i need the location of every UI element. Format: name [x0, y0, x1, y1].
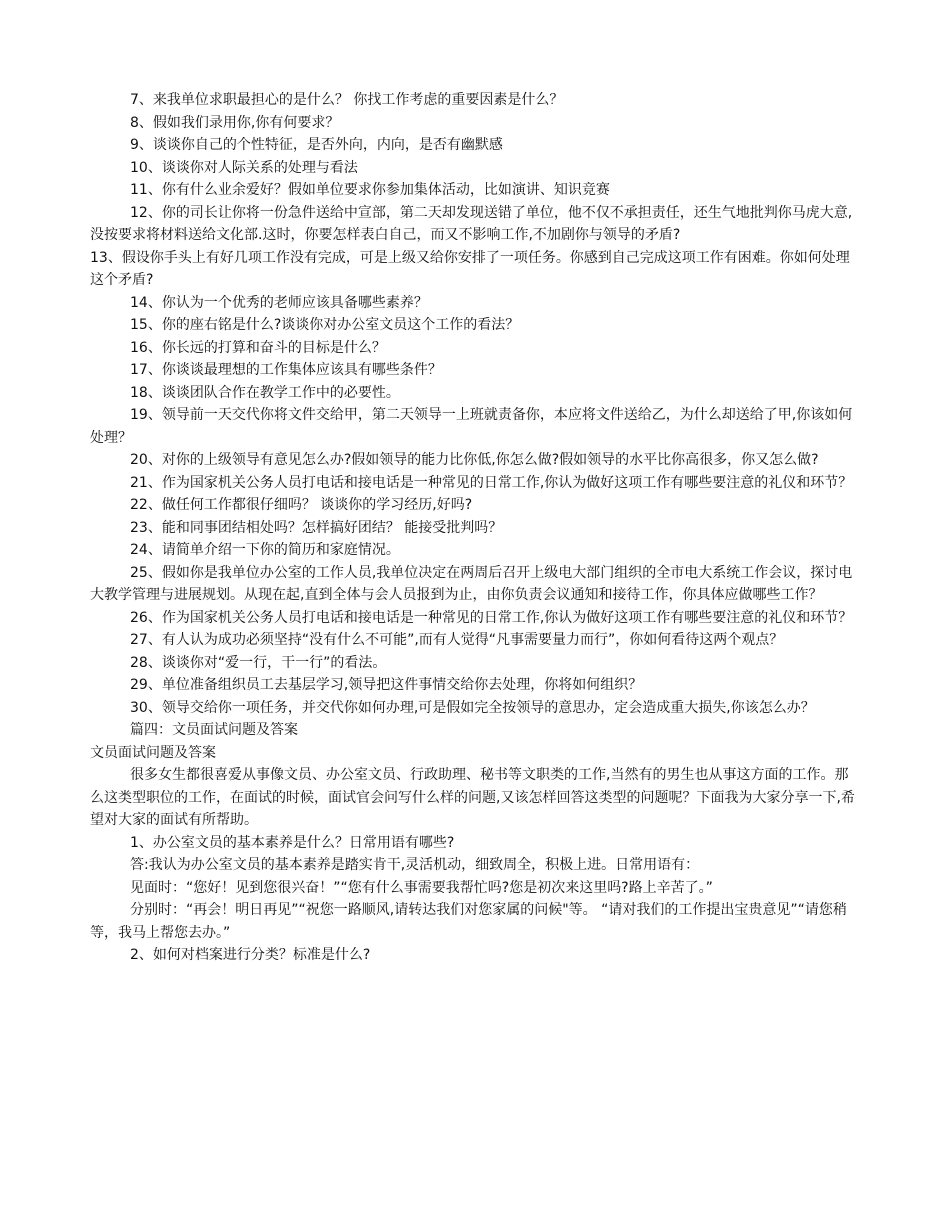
paragraph: 19、领导前一天交代你将文件交给甲，第二天领导一上班就责备你，本应将文件送给乙，为什么却送给了甲,你该如何处理？: [90, 407, 853, 446]
paragraph: 13、假设你手头上有好几项工作没有完成，可是上级又给你安排了一项任务。你感到自己完成这项工作有困难。你如何处理这个矛盾?: [90, 249, 850, 288]
paragraph: 26、作为国家机关公务人员打电话和接电话是一种常见的日常工作,你认为做好这项工作有哪些要注意的礼仪和环节？: [130, 609, 853, 626]
paragraph: 10、谈谈你对人际关系的处理与看法: [130, 159, 358, 176]
paragraph: 篇四：文员面试问题及答案: [130, 722, 298, 738]
paragraph: 17、你谈谈最理想的工作集体应该具有哪些条件？: [130, 362, 442, 378]
paragraph: 15、你的座右铭是什么?谈谈你对办公室文员这个工作的看法？: [130, 317, 520, 333]
paragraph: 见面时：“您好！见到您很兴奋！”“您有什么事需要我帮忙吗?您是初次来这里吗?路上辛苦了。”: [130, 879, 713, 896]
paragraph: 28、谈谈你对“爱一行，干一行”的看法。: [130, 654, 387, 671]
paragraph: 16、你长远的打算和奋斗的目标是什么？: [130, 339, 386, 356]
paragraph: 8、假如我们录用你,你有何要求？: [130, 114, 340, 131]
paragraph: 21、作为国家机关公务人员打电话和接电话是一种常见的日常工作,你认为做好这项工作有哪些要注意的礼仪和环节？: [130, 474, 853, 491]
paragraph: 2、如何对档案进行分类？标准是什么?: [130, 947, 371, 963]
paragraph: 20、对你的上级领导有意见怎么办?假如领导的能力比你低,你怎么做?假如领导的水平比你高很多，你又怎么做?: [130, 452, 819, 468]
document-page: [90, 89, 860, 967]
paragraph: 22、做任何工作都很仔细吗？ 谈谈你的学习经历,好吗?: [130, 497, 473, 513]
paragraph: 9、谈谈你自己的个性特征，是否外向，内向，是否有幽默感: [130, 137, 503, 153]
paragraph: 答:我认为办公室文员的基本素养是踏实肯干,灵活机动，细致周全，积极上进。日常用语有：: [130, 857, 700, 873]
paragraph: 25、假如你是我单位办公室的工作人员,我单位决定在两周后召开上级电大部门组织的全市电大系统工作会议，探讨电大教学管理与进展规划。从现在起,直到全体与会人员报到为止，由你负责会议通知和接待工作，你具体应做哪些工作？: [90, 564, 853, 603]
paragraph: 27、有人认为成功必须坚持“没有什么不可能”,而有人觉得“凡事需要量力而行”，你如何看待这两个观点？: [130, 632, 784, 648]
paragraph: 11、你有什么业余爱好？假如单位要求你参加集体活动，比如演讲、知识竞赛: [130, 182, 610, 198]
paragraph: 18、谈谈团队合作在教学工作中的必要性。: [130, 384, 400, 401]
paragraph: 很多女生都很喜爱从事像文员、办公室文员、行政助理、秘书等文职类的工作,当然有的男生也从事这方面的工作。那么这类型职位的工作，在面试的时候，面试官会问写什么样的问题,又该怎样回答这类型的问题呢？下面我为大家分享一下,希望对大家的面试有所帮助。: [90, 767, 855, 828]
paragraph: 7、来我单位求职最担心的是什么？ 你找工作考虑的重要因素是什么？: [130, 92, 564, 108]
paragraph: 30、领导交给你一项任务，并交代你如何办理,可是假如完全按领导的意思办，定会造成重大损失,你该怎么办？: [130, 699, 815, 716]
paragraph: 12、你的司长让你将一份急件送给中宣部，第二天却发现送错了单位，他不仅不承担责任，还生气地批判你马虎大意,没按要求将材料送给文化部.这时，你要怎样表白自己，而又不影响工作,不加剧你与领导的矛盾?: [90, 204, 853, 243]
paragraph: 24、请简单介绍一下你的简历和家庭情况。: [130, 542, 400, 558]
paragraph: 文员面试问题及答案: [90, 744, 216, 761]
paragraph: 1、办公室文员的基本素养是什么？日常用语有哪些?: [130, 834, 455, 851]
paragraph: 29、单位准备组织员工去基层学习,领导把这件事情交给你去处理，你将如何组织？: [130, 677, 643, 693]
paragraph: 分别时：“再会！明日再见”“祝您一路顺风,请转达我们对您家属的问候"等。 “请对我们的工作提出宝贵意见”“请您稍等，我马上帮您去办。”: [90, 902, 847, 941]
paragraph: 23、能和同事团结相处吗？怎样搞好团结？ 能接受批判吗？: [130, 519, 503, 536]
paragraph: 14、你认为一个优秀的老师应该具备哪些素养？: [130, 294, 428, 311]
